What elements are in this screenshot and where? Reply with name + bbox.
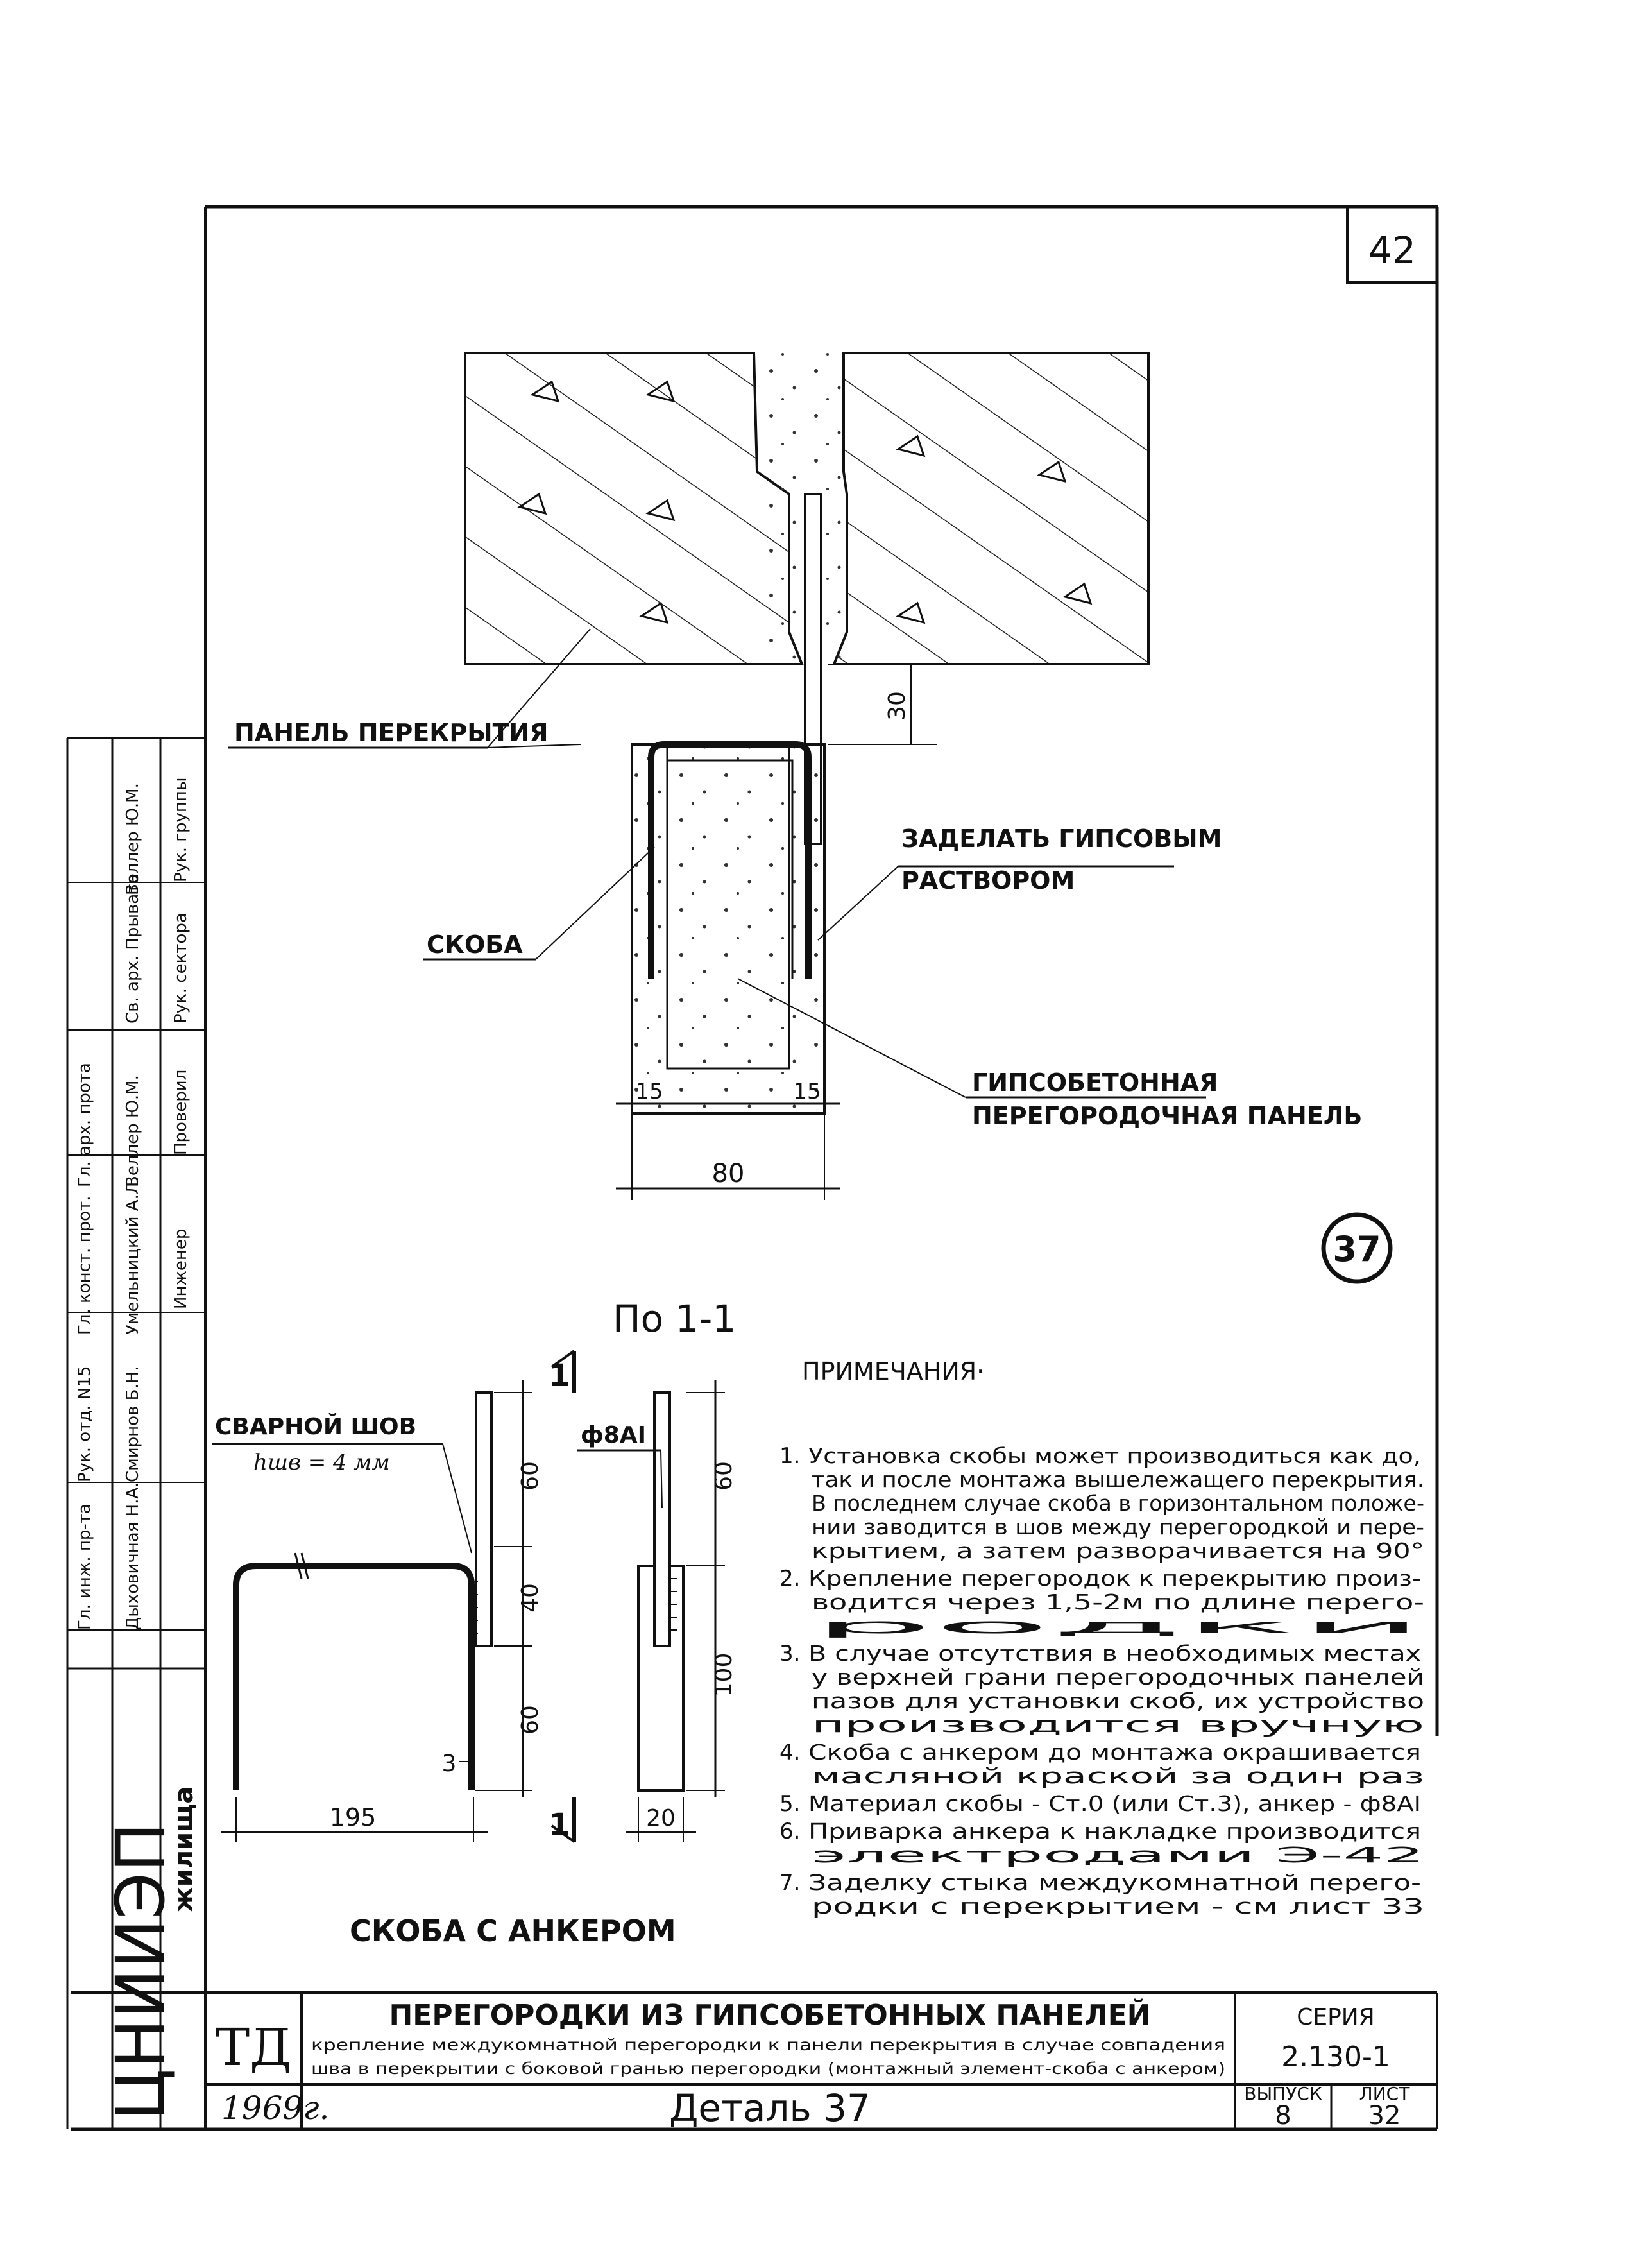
side-stamp-cell: Проверил	[171, 1069, 191, 1155]
side-stamp-cell: Рук. отд. N15	[75, 1366, 94, 1482]
label-weld-h: hшв = 4 мм	[253, 1450, 390, 1475]
note-number: 5.	[779, 1791, 801, 1817]
stamp-subtitle-2: шва в перекрытии с боковой гранью перегородки (монтажный элемент-скоба с анкером)	[311, 2059, 1226, 2078]
stamp-vypusk-label: ВЫПУСК	[1244, 2083, 1322, 2104]
note-line: Установка скобы может производиться как до,	[808, 1443, 1421, 1468]
cut-mark-top: 1	[549, 1358, 570, 1394]
section-caption: СКОБА С АНКЕРОМ	[350, 1914, 676, 1948]
side-stamp-cell: Веллер Ю.М.	[123, 1075, 142, 1187]
note-number: 3.	[779, 1641, 801, 1667]
stamp-subtitle-1: крепление междукомнатной перегородки к панели перекрытия в случае совпадения	[311, 2036, 1225, 2054]
sheet-number-box	[1347, 207, 1437, 282]
note-line: Крепление перегородок к перекрытию произ-	[808, 1566, 1421, 1591]
label-slab: ПАНЕЛЬ ПЕРЕКРЫТИЯ	[234, 719, 549, 747]
stamp-year: 1969г.	[221, 2089, 330, 2127]
cut-mark-bottom: 1	[549, 1807, 570, 1843]
section-title: По 1-1	[613, 1297, 737, 1341]
note-line: В случае отсутствия в необходимых местах	[808, 1641, 1421, 1666]
note-line: так и после монтажа вышележащего перекрытия.	[812, 1467, 1424, 1492]
label-weld: СВАРНОЙ ШОВ	[215, 1414, 417, 1440]
note-line: водится через 1,5-2м по длине перего-	[812, 1590, 1424, 1615]
dim-30: 30	[884, 691, 910, 721]
dim-3: 3	[441, 1751, 457, 1777]
side-stamp-rows	[75, 778, 191, 1630]
note-line: масляной краской за один раз	[812, 1763, 1424, 1788]
dim-80: 80	[711, 1159, 745, 1188]
detail-marker	[1324, 1215, 1390, 1282]
stamp-title: ПЕРЕГОРОДКИ ИЗ ГИПСОБЕТОННЫХ ПАНЕЛЕЙ	[389, 1999, 1151, 2032]
label-bracket: СКОБА	[427, 930, 523, 959]
side-stamp-cell: Рук. сектора	[171, 913, 191, 1024]
stamp-detail: Деталь 37	[669, 2086, 871, 2130]
slab-joint	[754, 353, 844, 664]
slab-right	[834, 353, 1148, 664]
side-stamp-cell: Гл. арх. прота	[75, 1063, 94, 1187]
side-org: ЦНИИЭП	[101, 1822, 180, 2121]
dim-15-left: 15	[635, 1079, 663, 1104]
side-stamp-cell: Гл. конст. прот.	[75, 1196, 94, 1335]
note-line: Скоба с анкером до монтажа окрашивается	[808, 1740, 1421, 1765]
note-number: 4.	[779, 1740, 801, 1765]
note-line: производится вручную	[812, 1712, 1424, 1737]
label-anchor: ф8АI	[581, 1422, 647, 1448]
bracket-side	[236, 1566, 472, 1790]
note-number: 2.	[779, 1566, 801, 1591]
note-line: В последнем случае скоба в горизонтальном положе-	[812, 1491, 1424, 1516]
panel-groove	[667, 744, 789, 1068]
slab-left	[465, 353, 802, 664]
stamp-vypusk-value: 8	[1275, 2101, 1291, 2131]
dim-60-a: 60	[517, 1461, 543, 1491]
label-panel-1: ГИПСОБЕТОННАЯ	[972, 1068, 1218, 1097]
note-line: Приварка анкера к накладке производится	[808, 1819, 1421, 1844]
stamp-list-label: ЛИСТ	[1359, 2083, 1410, 2104]
note-number: 7.	[779, 1870, 801, 1896]
note-number: 1.	[779, 1443, 801, 1469]
dim-60-c: 60	[711, 1461, 737, 1491]
stamp-list-value: 32	[1368, 2101, 1401, 2131]
side-stamp-cell: Смирнов Б.Н.	[123, 1366, 142, 1482]
note-line: пазов для установки скоб, их устройство	[812, 1688, 1424, 1713]
label-panel-2: ПЕРЕГОРОДОЧНАЯ ПАНЕЛЬ	[972, 1102, 1363, 1130]
notes-heading: ПРИМЕЧАНИЯ·	[802, 1357, 985, 1385]
note-line: Заделку стыка междукомнатной перего-	[808, 1870, 1421, 1895]
top-view	[228, 353, 1362, 1200]
note-number: 6.	[779, 1819, 801, 1844]
side-stamp-cell: Гл. инж. пр-та	[75, 1504, 94, 1630]
label-mortar-1: ЗАДЕЛАТЬ ГИПСОВЫМ	[901, 825, 1222, 853]
strap-plate	[476, 1393, 491, 1646]
side-stamp-cell: Дыховичная Н.А.	[123, 1482, 142, 1630]
note-line: крытием, а затем разворачивается на 90°	[812, 1538, 1424, 1563]
side-stamp-cell: Св. арх. Прывата	[123, 873, 142, 1024]
side-org-suffix: жилища	[169, 1786, 199, 1912]
note-line: родки	[812, 1613, 1424, 1638]
stamp-td: ТД	[215, 2018, 292, 2077]
dim-195: 195	[329, 1803, 377, 1831]
dim-20: 20	[646, 1805, 676, 1831]
dim-15-right: 15	[793, 1079, 821, 1104]
dim-60-b: 60	[517, 1705, 543, 1735]
side-stamp-cell: Веллер Ю.М.	[123, 783, 142, 895]
side-stamp-cell: Инженер	[171, 1228, 191, 1309]
note-line: Материал скобы - Ст.0 (или Ст.3), анкер - ф8АI	[808, 1791, 1421, 1816]
note-line: электродами Э-42	[812, 1842, 1424, 1867]
notes-list	[779, 1443, 1424, 1919]
note-line: родки с перекрытием - см лист 33	[812, 1894, 1424, 1919]
detail-circle-number: 37	[1333, 1229, 1381, 1269]
note-line: нии заводится в шов между перегородкой и пере-	[812, 1514, 1424, 1539]
notes	[779, 1357, 1424, 1919]
side-stamp-cell: Рук. группы	[171, 777, 191, 882]
anchor-rod-side	[654, 1393, 670, 1646]
stamp-seria-value: 2.130-1	[1281, 2041, 1390, 2073]
note-line: у верхней грани перегородочных панелей	[812, 1665, 1424, 1690]
side-stamp-cell: Умельницкий А.Л.	[123, 1176, 142, 1335]
stamp-seria-label: СЕРИЯ	[1297, 2004, 1375, 2030]
sheet-number: 42	[1368, 228, 1416, 272]
dim-40: 40	[517, 1583, 543, 1613]
dim-100: 100	[711, 1652, 737, 1697]
label-mortar-2: РАСТВОРОМ	[901, 866, 1075, 895]
section-view	[212, 1297, 737, 1948]
